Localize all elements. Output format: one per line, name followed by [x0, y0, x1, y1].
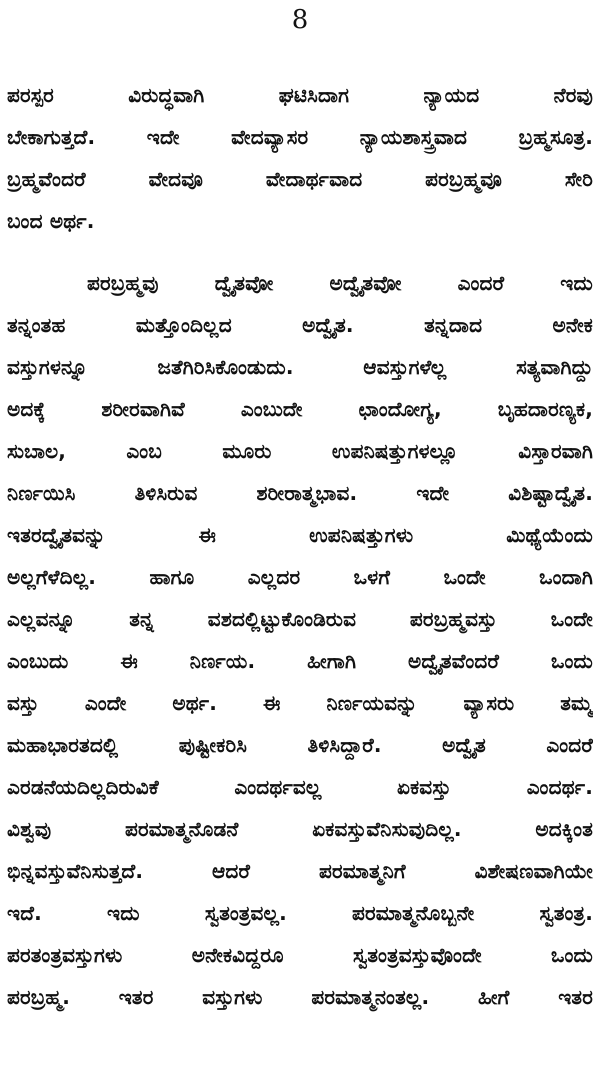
- text-line: ಪರಸ್ಪರ ವಿರುದ್ಧವಾಗಿ ಘಟಿಸಿದಾಗ ನ್ಯಾಯದ ನೆರವು: [7, 83, 593, 107]
- text-line: ಮಹಾಭಾರತದಲ್ಲಿ ಪುಷ್ಟೀಕರಿಸಿ ತಿಳಿಸಿದ್ದಾರೆ. ಅದ್ವೈತ ಎಂದರೆ: [7, 733, 593, 757]
- text-line: ನಿರ್ಣಯಿಸಿ ತಿಳಿಸಿರುವ ಶರೀರಾತ್ಮಭಾವ. ಇದೇ ವಿಶಿಷ್ಟಾದ್ವೈತ.: [7, 481, 593, 505]
- text-line: ವಸ್ತು ಎಂದೇ ಅರ್ಥ. ಈ ನಿರ್ಣಯವನ್ನು ವ್ಯಾಸರು ತಮ್ಮ: [7, 691, 593, 715]
- text-line: ಅಲ್ಲಗೆಳೆದಿಲ್ಲ. ಹಾಗೂ ಎಲ್ಲದರ ಒಳಗೆ ಒಂದೇ ಒಂದಾಗಿ: [7, 565, 593, 589]
- text-line: ಪರತಂತ್ರವಸ್ತುಗಳು ಅನೇಕವಿದ್ದರೂ ಸ್ವತಂತ್ರವಸ್ತುವೊಂದೇ ಒಂದು: [7, 943, 593, 967]
- text-line: ಇತರದ್ವೈತವನ್ನು ಈ ಉಪನಿಷತ್ತುಗಳು ಮಿಥ್ಯೆಯೆಂದು: [7, 523, 593, 547]
- page-number: 8: [291, 5, 309, 35]
- text-line: ಪರಬ್ರಹ್ಮ. ಇತರ ವಸ್ತುಗಳು ಪರಮಾತ್ಮನಂತಲ್ಲ. ಹೀಗೆ ಇತರ: [7, 985, 593, 1009]
- text-line: ವಿಶ್ವವು ಪರಮಾತ್ಮನೊಡನೆ ಏಕವಸ್ತುವೆನಿಸುವುದಿಲ್ಲ. ಅದಕ್ಕಿಂತ: [7, 817, 593, 841]
- text-line: ಪರಬ್ರಹ್ಮವು ದ್ವೈತವೋ ಅದ್ವೈತವೋ ಎಂದರೆ ಇದು: [87, 271, 593, 295]
- text-line: ಎಂಬುದು ಈ ನಿರ್ಣಯ. ಹೀಗಾಗಿ ಅದ್ವೈತವೆಂದರೆ ಒಂದು: [7, 649, 593, 673]
- text-line: ಇದೆ. ಇದು ಸ್ವತಂತ್ರವಲ್ಲ. ಪರಮಾತ್ಮನೊಬ್ಬನೇ ಸ್ವತಂತ್ರ.: [7, 901, 593, 925]
- text-line: ತನ್ನಂತಹ ಮತ್ತೊಂದಿಲ್ಲದ ಅದ್ವೈತ. ತನ್ನದಾದ ಅನೇಕ: [7, 313, 593, 337]
- text-line: ಬೇಕಾಗುತ್ತದೆ. ಇದೇ ವೇದವ್ಯಾಸರ ನ್ಯಾಯಶಾಸ್ತ್ರವಾದ ಬ್ರಹ್ಮಸೂತ್ರ.: [7, 125, 593, 149]
- text-line: ಬಂದ ಅರ್ಥ.: [7, 209, 95, 233]
- text-line: ಎರಡನೆಯದಿಲ್ಲದಿರುವಿಕೆ ಎಂದರ್ಥವಲ್ಲ ಏಕವಸ್ತು ಎಂದರ್ಥ.: [7, 775, 593, 799]
- text-line: ಬ್ರಹ್ಮವೆಂದರೆ ವೇದವೂ ವೇದಾರ್ಥವಾದ ಪರಬ್ರಹ್ಮವೂ ಸೇರಿ: [7, 167, 593, 191]
- text-line: ಎಲ್ಲವನ್ನೂ ತನ್ನ ವಶದಲ್ಲಿಟ್ಟುಕೊಂಡಿರುವ ಪರಬ್ರಹ್ಮವಸ್ತು ಒಂದೇ: [7, 607, 593, 631]
- text-line: ಅದಕ್ಕೆ ಶರೀರವಾಗಿವೆ ಎಂಬುದೇ ಛಾಂದೋಗ್ಯ, ಬೃಹದಾರಣ್ಯಕ,: [7, 397, 593, 421]
- text-line: ಭಿನ್ನವಸ್ತುವೆನಿಸುತ್ತದೆ. ಆದರೆ ಪರಮಾತ್ಮನಿಗೆ ವಿಶೇಷಣವಾಗಿಯೇ: [7, 859, 593, 883]
- text-line: ವಸ್ತುಗಳನ್ನೂ ಜತೆಗಿರಿಸಿಕೊಂಡುದು. ಆವಸ್ತುಗಳೆಲ್ಲ ಸತ್ಯವಾಗಿದ್ದು: [7, 355, 593, 379]
- text-line: ಸುಬಾಲ, ಎಂಬ ಮೂರು ಉಪನಿಷತ್ತುಗಳಲ್ಲೂ ವಿಸ್ತಾರವಾಗಿ: [7, 439, 593, 463]
